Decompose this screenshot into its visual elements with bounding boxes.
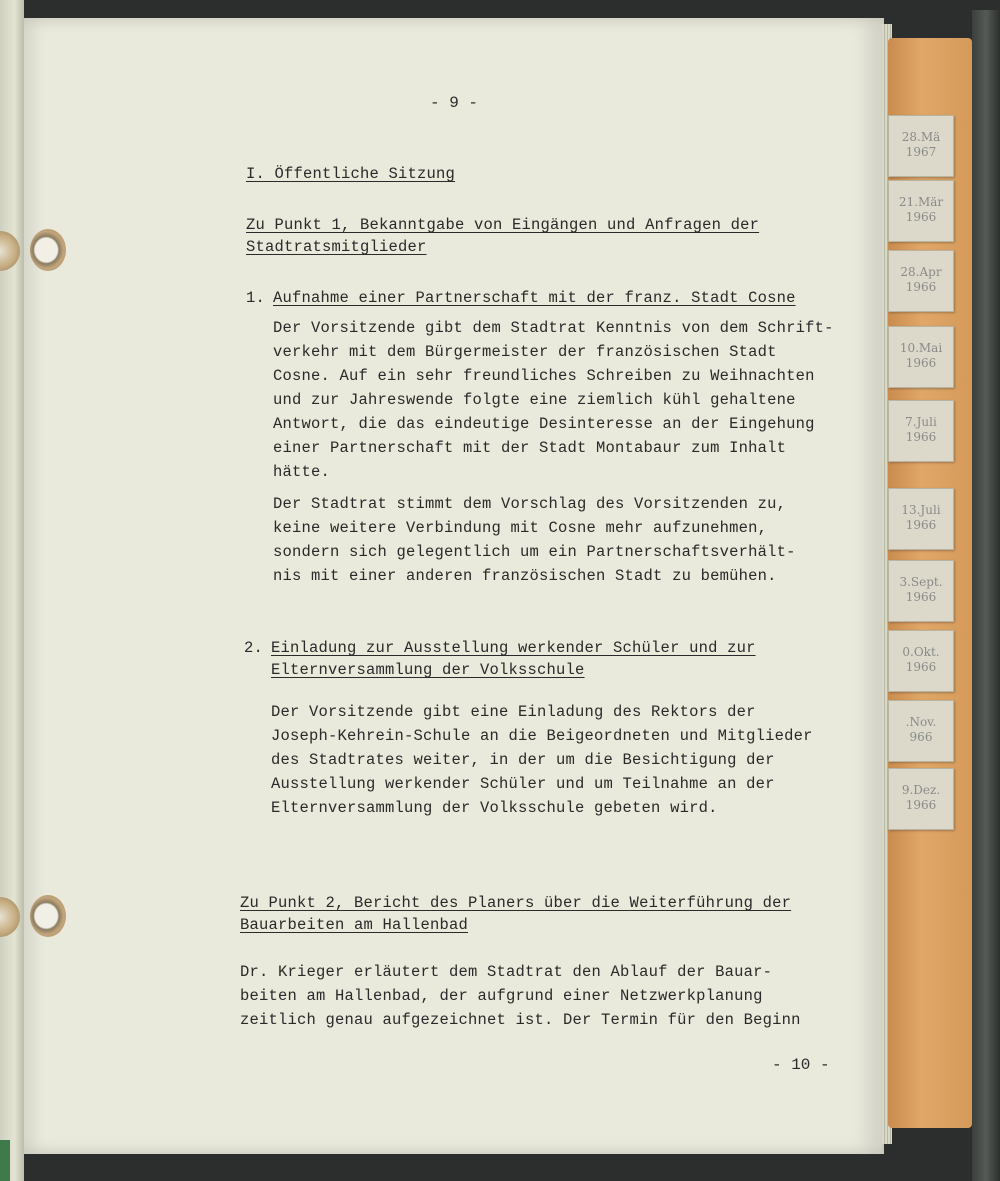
item2-para-line: Ausstellung werkender Schüler und um Teilnahme an der [271, 775, 775, 793]
item1-para2-line: keine weitere Verbindung mit Cosne mehr aufzunehmen, [273, 519, 768, 537]
punkt2-heading-line1: Zu Punkt 2, Bericht des Planers über die Weiterführung der [240, 894, 792, 912]
date-tab[interactable]: 10.Mai 1966 [888, 326, 954, 388]
item1-para2-line: Der Stadtrat stimmt dem Vorschlag des Vorsitzenden zu, [273, 495, 787, 513]
date-tab[interactable]: 28.Mä 1967 [888, 115, 954, 177]
date-tab[interactable]: 9.Dez. 1966 [888, 768, 954, 830]
punkt2-para-line: beiten am Hallenbad, der aufgrund einer Netzwerkplanung [240, 987, 763, 1005]
binder-spine [0, 0, 24, 1181]
date-tab[interactable]: 21.Mär 1966 [888, 180, 954, 242]
punkt1-heading-line1: Zu Punkt 1, Bekanntgabe von Eingängen und Anfragen der [246, 216, 760, 234]
date-tab[interactable]: 28.Apr 1966 [888, 250, 954, 312]
item2-number: 2. [244, 639, 264, 657]
item1-para1-line: einer Partnerschaft mit der Stadt Montabaur zum Inhalt [273, 439, 787, 457]
next-page-indicator: - 10 - [772, 1056, 830, 1074]
date-tab[interactable]: 3.Sept. 1966 [888, 560, 954, 622]
item1-title: Aufnahme einer Partnerschaft mit der franz. Stadt Cosne [273, 289, 796, 307]
item1-para2-line: nis mit einer anderen französischen Stadt zu bemühen. [273, 567, 777, 585]
item2-title-line1: Einladung zur Ausstellung werkender Schüler und zur [271, 639, 756, 657]
date-tab[interactable]: 0.Okt. 1966 [888, 630, 954, 692]
item1-para1-line: Der Vorsitzende gibt dem Stadtrat Kenntnis von dem Schrift- [273, 319, 834, 337]
item1-para1-line: hätte. [273, 463, 331, 481]
item1-para2-line: sondern sich gelegentlich um ein Partnerschaftsverhält- [273, 543, 796, 561]
folder-edge [972, 10, 1000, 1181]
item1-para1-line: und zur Jahreswende folgte eine ziemlich kühl gehaltene [273, 391, 796, 409]
item2-para-line: Der Vorsitzende gibt eine Einladung des Rektors der [271, 703, 756, 721]
punkt2-para-line: Dr. Krieger erläutert dem Stadtrat den Ablauf der Bauar- [240, 963, 773, 981]
punch-hole-top [30, 229, 66, 271]
item2-para-line: des Stadtrates weiter, in der um die Besichtigung der [271, 751, 775, 769]
item1-para1-line: Cosne. Auf ein sehr freundliches Schreiben zu Weihnachten [273, 367, 815, 385]
section-title: I. Öffentliche Sitzung [246, 165, 456, 183]
punkt1-heading-line2: Stadtratsmitglieder [246, 238, 427, 256]
date-tab[interactable]: 7.Juli 1966 [888, 400, 954, 462]
binder-green-edge [0, 1140, 10, 1181]
page-number: - 9 - [430, 94, 479, 112]
date-tab[interactable]: .Nov. 966 [888, 700, 954, 762]
item2-title-line2: Elternversammlung der Volksschule [271, 661, 585, 679]
item2-para-line: Elternversammlung der Volksschule gebeten wird. [271, 799, 718, 817]
punkt2-heading-line2: Bauarbeiten am Hallenbad [240, 916, 469, 934]
item1-number: 1. [246, 289, 266, 307]
date-tab[interactable]: 13.Juli 1966 [888, 488, 954, 550]
punkt2-para-line: zeitlich genau aufgezeichnet ist. Der Termin für den Beginn [240, 1011, 801, 1029]
item1-para1-line: verkehr mit dem Bürgermeister der französischen Stadt [273, 343, 777, 361]
punch-hole-bottom [30, 895, 66, 937]
item2-para-line: Joseph-Kehrein-Schule an die Beigeordneten und Mitglieder [271, 727, 813, 745]
item1-para1-line: Antwort, die das eindeutige Desinteresse an der Eingehung [273, 415, 815, 433]
